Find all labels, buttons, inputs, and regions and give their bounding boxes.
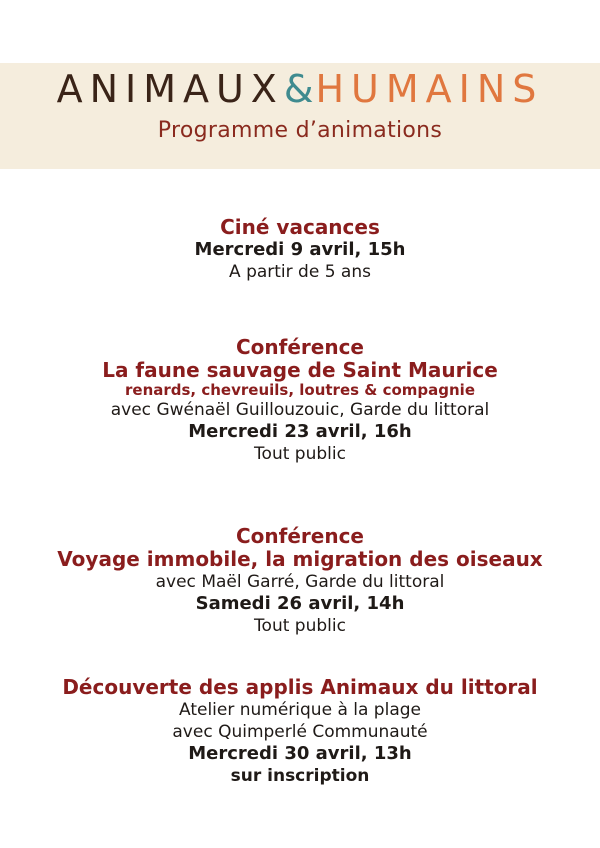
- event-audience: Tout public: [254, 444, 346, 464]
- event-date: Mercredi 23 avril, 16h: [188, 421, 412, 442]
- event-speaker: avec Maël Garré, Garde du littoral: [155, 572, 445, 592]
- event-decouverte-applis: [0, 676, 600, 787]
- event-speaker: avec Gwénaël Guillouzouic, Garde du littoral: [110, 400, 490, 420]
- event-title: Ciné vacances: [220, 215, 380, 239]
- brand-word-humains: HUMAINS: [315, 67, 544, 111]
- brand-title: [0, 66, 600, 112]
- event-date: Samedi 26 avril, 14h: [195, 593, 405, 614]
- event-title: Découverte des applis Animaux du littoral: [62, 675, 538, 699]
- event-date: Mercredi 9 avril, 15h: [194, 239, 406, 260]
- brand-ampersand: &: [283, 67, 316, 111]
- event-partner: avec Quimperlé Communauté: [172, 722, 428, 742]
- event-audience: Tout public: [254, 616, 346, 636]
- event-type: Conférence: [235, 524, 364, 548]
- event-audience: A partir de 5 ans: [229, 262, 371, 282]
- event-cine-vacances: [0, 216, 600, 283]
- page-subtitle: Programme d’animations: [157, 118, 443, 143]
- event-subtitle: renards, chevreuils, loutres & compagnie: [125, 381, 475, 399]
- header-banner: [0, 63, 600, 169]
- event-conference-migration: [0, 525, 600, 637]
- event-date: Mercredi 30 avril, 13h: [188, 743, 412, 764]
- event-type: Conférence: [235, 335, 364, 359]
- event-conference-faune: [0, 336, 600, 465]
- brand-word-animaux: ANIMAUX: [56, 67, 284, 111]
- event-registration: sur inscription: [230, 766, 370, 786]
- event-description: Atelier numérique à la plage: [178, 700, 421, 720]
- event-title: La faune sauvage de Saint Maurice: [102, 358, 498, 382]
- event-title: Voyage immobile, la migration des oiseaux: [57, 547, 543, 571]
